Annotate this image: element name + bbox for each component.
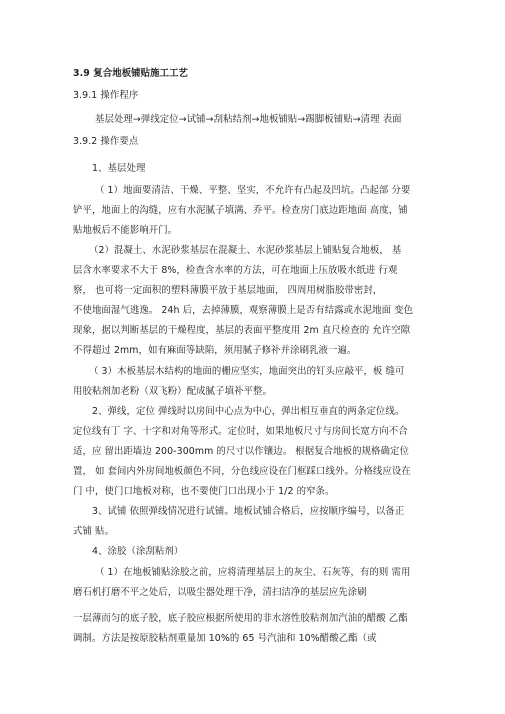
body-line: 铲平，地面上的沟缝，应有水泥腻子填满、乔平。检查房门底边距地面 高度，铺 [73, 205, 408, 216]
point-1-heading: 1、基层处理 [92, 163, 146, 174]
body-line: 贴地板后不能影响开门。 [73, 225, 178, 236]
body-line: 式铺 贴。 [73, 526, 114, 537]
point-3-line: 3、试铺 依照弹线情况进行试铺。地板试铺合格后，应按顺序编号，以备正 [92, 506, 405, 517]
subsection-operation-procedure: 3.9.1 操作程序 [73, 90, 139, 101]
body-line: 现象，据以判断基层的干燥程度，基层的表面平整度用 2m 直尺检查的 允许空隙 [73, 325, 411, 336]
body-line: 察， 也可将一定面积的塑料薄膜平放于基层地面， 四周用树脂胶带密封， [73, 285, 383, 296]
body-line: （ 1）在地板铺贴涂胶之前，应将清理基层上的灰尘、石灰等，有的则 需用 [95, 567, 411, 578]
body-line: （ 3）木板基层木结构的地面的栅应坚实，地面突出的钉头应敲平，板 缝可 [89, 366, 405, 377]
body-line: 门 中，使门口地板对称，也不要使门口出现小于 1/2 的窄条。 [73, 486, 335, 497]
body-line: （ 1）地面要清洁、干燥、平整、坚实，不允许有凸起及凹坑。凸起部 分要 [95, 185, 411, 196]
point-2-line: 2、弹线，定位 弹线时以房间中心点为中心，弹出相互垂直的两条定位线。 [92, 406, 405, 417]
body-line: 适，应 留出距墙边 200-300mm 的尺寸以作镶边。 根据复合地板的规格确定位 [73, 446, 409, 457]
point-4-heading: 4、涂胶（涂刮粘剂） [92, 546, 184, 557]
body-line: 不得超过 2mm，如有麻面等缺陷，须用腻子修补并涂刷乳液一遍。 [73, 345, 357, 356]
procedure-sequence: 基层处理→弹线定位→试铺→刮粘结剂→地板铺贴→踢脚板铺贴→清理 表面 [95, 114, 402, 125]
body-line: 不使地面湿气逃逸。 24h 后，去掉薄膜，观察薄膜上是否有结露或水泥地面 变色 [73, 305, 414, 316]
body-line: 定位线有丁 字、十字和对角等形式。定位时，如果地板尺寸与房间长宽方向不合 [73, 426, 408, 437]
body-line: 置， 如 套间内外房间地板颜色不同，分色线应设在门框踩口线外。分格线应设在 [73, 466, 411, 477]
section-heading: 3.9 复合地板铺贴施工工艺 [73, 68, 189, 79]
body-line: 层含水率要求不大于 8%，检查含水率的方法，可在地面上压放吸水纸进 行观 [73, 265, 398, 276]
body-line: 用胶粘剂加老粉（双飞粉）配成腻子填补平整。 [73, 386, 272, 397]
body-line: 一层薄而匀的底子胶，底子胶应根据所使用的非水溶性胶粘剂加汽油的醋酸 乙酯 [73, 613, 408, 624]
body-line: 磨石机打磨不平之处后，以吸尘器处理干净，清扫洁净的基层应先涂刷 [73, 587, 367, 598]
body-line: （2）混凝土、水泥砂浆基层在混凝土、水泥砂浆基层上铺贴复合地板， 基 [89, 245, 402, 256]
subsection-key-points: 3.9.2 操作要点 [73, 136, 139, 147]
body-line: 调制。方法是按原胶粘剂重量加 10%的 65 号汽油和 10%醋酸乙酯（或 [73, 633, 377, 644]
